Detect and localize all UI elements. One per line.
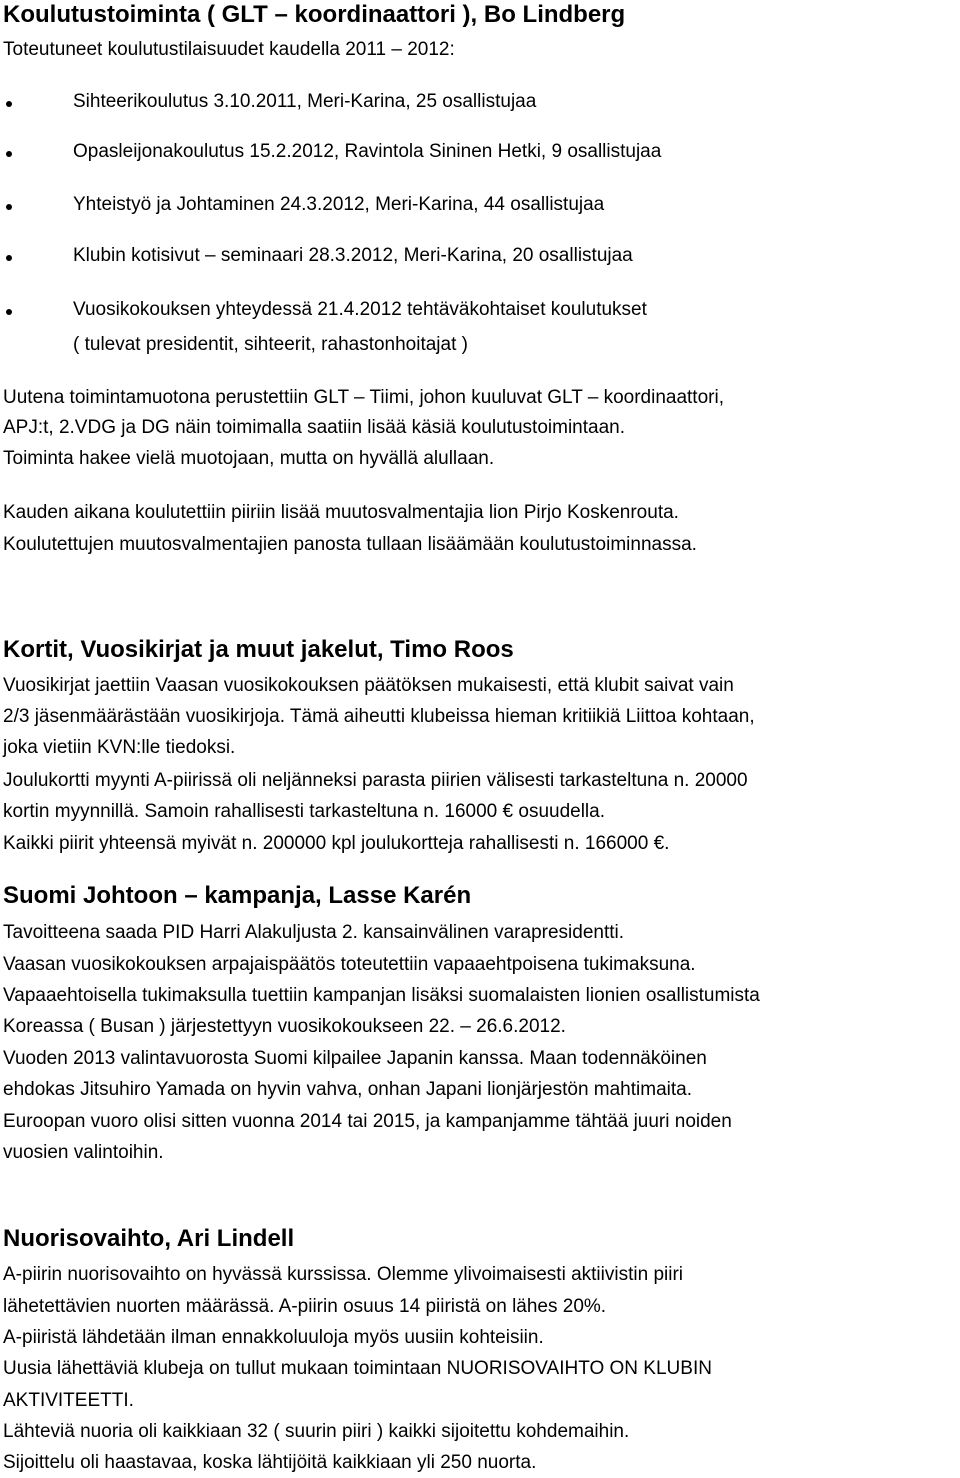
paragraph-line: Vapaaehtoisella tukimaksulla tuettiin kampanjan lisäksi suomalaisten lionien osallistumista [3,985,760,1006]
paragraph-line: A-piirin nuorisovaihto on hyvässä kurssissa. Olemme ylivoimaisesti aktiivistin piiri [3,1264,684,1285]
list-item: Klubin kotisivut – seminaari 28.3.2012, Meri-Karina, 20 osallistujaa [73,245,633,266]
list-item: Vuosikokouksen yhteydessä 21.4.2012 tehtäväkohtaiset koulutukset [73,299,647,320]
bullet-icon [6,204,12,210]
paragraph-line: joka vietiin KVN:lle tiedoksi. [3,737,236,758]
paragraph-line: lähetettävien nuorten määrässä. A-piirin osuus 14 piiristä on lähes 20%. [3,1296,607,1317]
paragraph-line: A-piiristä lähdetään ilman ennakkoluuloja myös uusiin kohteisiin. [3,1327,544,1348]
paragraph-line: Uutena toimintamuotona perustettiin GLT – Tiimi, johon kuuluvat GLT – koordinaattori, [3,387,724,408]
bullet-icon [6,151,12,157]
paragraph-line: Vaasan vuosikokouksen arpajaispäätös toteutettiin vapaaehtpoisena tukimaksuna. [3,954,696,975]
bullet-icon [6,309,12,315]
paragraph-line: Vuoden 2013 valintavuorosta Suomi kilpailee Japanin kanssa. Maan todennäköinen [3,1048,707,1069]
section-heading-kortit: Kortit, Vuosikirjat ja muut jakelut, Timo Roos [3,636,514,663]
list-item: Yhteistyö ja Johtaminen 24.3.2012, Meri-Karina, 44 osallistujaa [73,194,605,215]
paragraph-line: APJ:t, 2.VDG ja DG näin toimimalla saatiin lisää käsiä koulutustoimintaan. [3,417,625,438]
paragraph-line: vuosien valintoihin. [3,1142,164,1163]
paragraph-line: 2/3 jäsenmäärästään vuosikirjoja. Tämä aiheutti klubeissa hieman kritiikiä Liittoa kohtaan, [3,706,755,727]
section-heading-nuorisovaihto: Nuorisovaihto, Ari Lindell [3,1225,295,1252]
list-item-continuation: ( tulevat presidentit, sihteerit, rahastonhoitajat ) [73,334,468,355]
bullet-icon [6,255,12,261]
paragraph-line: Lähteviä nuoria oli kaikkiaan 32 ( suurin piiri ) kaikki sijoitettu kohdemaihin. [3,1421,630,1442]
section-heading-koulutustoiminta: Koulutustoiminta ( GLT – koordinaattori ), Bo Lindberg [3,1,626,28]
paragraph-line: AKTIVITEETTI. [3,1390,134,1411]
paragraph-line: Kaikki piirit yhteensä myivät n. 200000 kpl joulukortteja rahallisesti n. 166000 €. [3,833,670,854]
paragraph-line: Sijoittelu oli haastavaa, koska lähtijöitä kaikkiaan yli 250 nuorta. [3,1452,537,1473]
paragraph-line: Koulutettujen muutosvalmentajien panosta tullaan lisäämään koulutustoiminnassa. [3,534,697,555]
paragraph-line: Euroopan vuoro olisi sitten vuonna 2014 tai 2015, ja kampanjamme tähtää juuri noiden [3,1111,732,1132]
paragraph-line: kortin myynnillä. Samoin rahallisesti tarkasteltuna n. 16000 € osuudella. [3,801,605,822]
paragraph-line: Uusia lähettäviä klubeja on tullut mukaan toimintaan NUORISOVAIHTO ON KLUBIN [3,1358,712,1379]
list-item: Sihteerikoulutus 3.10.2011, Meri-Karina, 25 osallistujaa [73,91,537,112]
paragraph-line: Kauden aikana koulutettiin piiriin lisää muutosvalmentajia lion Pirjo Koskenrouta. [3,502,679,523]
section-heading-suomi-johtoon: Suomi Johtoon – kampanja, Lasse Karén [3,882,472,909]
paragraph-line: Vuosikirjat jaettiin Vaasan vuosikokouksen päätöksen mukaisesti, että klubit saivat vain [3,675,734,696]
paragraph-line: Koreassa ( Busan ) järjestettyyn vuosikokoukseen 22. – 26.6.2012. [3,1016,566,1037]
paragraph-line: Joulukortti myynti A-piirissä oli neljänneksi parasta piirien välisesti tarkasteltuna n. 20000 [3,770,748,791]
paragraph-line: Tavoitteena saada PID Harri Alakuljusta 2. kansainvälinen varapresidentti. [3,922,625,943]
paragraph-line: ehdokas Jitsuhiro Yamada on hyvin vahva, onhan Japani lionjärjestön mahtimaita. [3,1079,692,1100]
bullet-icon [6,101,12,107]
paragraph-line: Toiminta hakee vielä muotojaan, mutta on hyvällä alullaan. [3,448,495,469]
section-intro: Toteutuneet koulutustilaisuudet kaudella 2011 – 2012: [3,39,455,60]
list-item: Opasleijonakoulutus 15.2.2012, Ravintola Sininen Hetki, 9 osallistujaa [73,141,662,162]
